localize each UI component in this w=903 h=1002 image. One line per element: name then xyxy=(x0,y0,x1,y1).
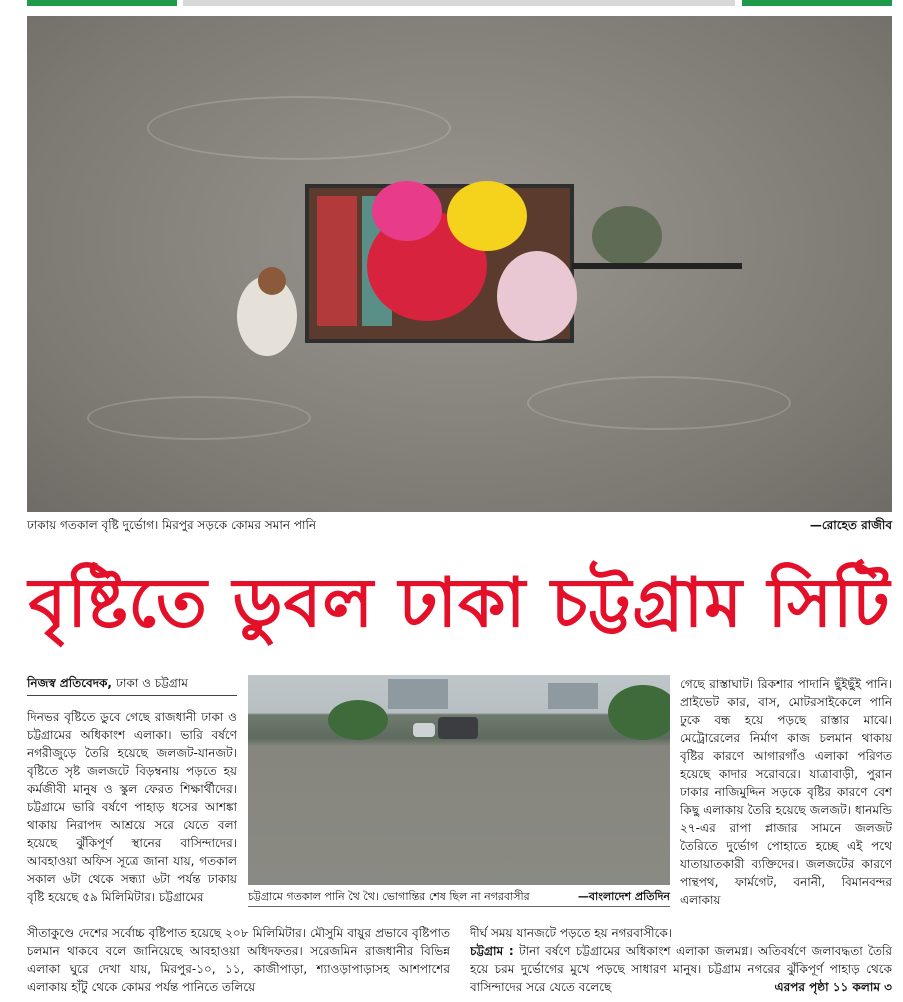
ctg-photo-caption-text: চট্টগ্রামে গতকাল পানি থৈ থৈ। ভোগান্তির শেষ ছিল না নগরবাসীর xyxy=(248,889,530,903)
top-bar xyxy=(0,0,903,8)
building xyxy=(548,683,598,709)
headline: বৃষ্টিতে ডুবল ঢাকা চট্টগ্রাম সিটি xyxy=(28,564,891,643)
ctg-flood-photo xyxy=(248,675,670,885)
water-ripple xyxy=(527,376,791,430)
tree xyxy=(608,685,670,740)
water-ripple xyxy=(147,96,451,160)
car xyxy=(438,717,478,739)
chittagong-label: চট্টগ্রাম : xyxy=(470,944,514,958)
article-left-column: দিনভর বৃষ্টিতে ডুবে গেছে রাজধানী ঢাকা ও চট্টগ্রামের অধিকাংশ এলাকা। ভারি বর্ষণে নগরীজুড়ে তৈরি হয়েছে জলজট-যানজট। বৃষ্টিতে সৃষ্ট জলজটে বিড়ম্বনায় পড়তে হয় কর্মজীবী মানুষ ও স্কুল ফেরত শিক্ষার্থীদের। চট্টগ্রামে ভারি বর্ষণে পাহাড় ধসের আশঙ্কা থাকায় নিরাপদ আশ্রয়ে সরে যেতে বলা হয়েছে ঝুঁকিপূর্ণ স্থানের বাসিন্দাদের। আবহাওয়া অফিস সূত্রে জানা যায়, গতকাল সকাল ৬টা থেকে সন্ধ্যা ৬টা পর্যন্ত ঢাকায় বৃষ্টি হয়েছে ৫৯ মিলিমিটার। চট্টগ্রামের xyxy=(27,710,237,904)
chittagong-text: টানা বর্ষণে চট্টগ্রামের অধিকাংশ এলাকা জলমগ্ন। অতিবর্ষণে জলাবদ্ধতা তৈরি হয়ে চরম দুর্ভোগের মুখে পড়ছে সাধারণ মানুষ। চট্টগ্রাম নগরের ঝুঁকিপূর্ণ পাহাড় থেকে বাসিন্দাদের সরে যেতে বলেছে xyxy=(470,944,892,994)
byline xyxy=(27,675,237,696)
article-bottom-left: সীতাকুণ্ডে দেশের সর্বোচ্চ বৃষ্টিপাত হয়েছে ২০৮ মিলিমিটার। মৌসুমি বায়ুর প্রভাবে বৃষ্টিপাত চলমান থাকবে বলে জানিয়েছে আবহাওয়া অধিদফতর। সরেজমিন রাজধানীর বিভিন্ন এলাকা ঘুরে দেখা যায়, মিরপুর-১০, ১১, কাজীপাড়া, শ্যাওড়াপাড়াসহ আশপাশের এলাকায় হাঁটু থেকে কোমর পর্যন্ত পানিতে তলিয়ে xyxy=(27,926,450,994)
car xyxy=(413,723,435,737)
article-bottom-right xyxy=(470,924,892,998)
water-ripple xyxy=(87,396,311,440)
van-plank xyxy=(317,196,357,326)
main-photo-caption xyxy=(27,518,892,536)
man-head xyxy=(258,267,286,295)
flood-photo-main xyxy=(27,16,892,512)
bottom-right-lead: দীর্ঘ সময় যানজটে পড়তে হয় নগরবাসীকে। xyxy=(470,926,673,940)
passenger-light xyxy=(497,251,577,341)
ctg-photo-credit: —বাংলাদেশ প্রতিদিন xyxy=(577,889,670,903)
building xyxy=(388,679,448,709)
passenger-pink xyxy=(372,181,442,241)
top-bar-right-segment xyxy=(742,0,892,6)
continued-link[interactable]: এরপর পৃষ্ঠা ১১ কলাম ৩ xyxy=(774,980,892,994)
ctg-photo-caption xyxy=(248,888,670,907)
top-bar-left-segment xyxy=(27,0,177,6)
main-photo-caption-text: ঢাকায় গতকাল বৃষ্টি দুর্ভোগ। মিরপুর সড়কে কোমর সমান পানি xyxy=(27,518,317,532)
top-bar-middle-segment xyxy=(183,0,735,6)
main-photo-credit: —রোহেত রাজীব xyxy=(809,518,892,532)
article-right-column: গেছে রাস্তাঘাট। রিকশার পাদানি ছুঁইছুঁই পানি। প্রাইভেট কার, বাস, মোটরসাইকেলে পানি ঢুকে বন্ধ হয়ে পড়ছে রাস্তার মাঝে। মেট্রোরেলের নির্মাণ কাজ চলমান থাকায় বৃষ্টির কারণে আগারগাঁও এলাকা পরিণত হয়েছে কাদার সরোবরে। যাত্রাবাড়ী, পুরান ঢাকার নাজিমুদ্দিন সড়কে বৃষ্টির কারণে বেশ কিছু এলাকায় তৈরি হয়েছে জলজট। ধানমন্ডি ২৭-এর রাপা প্লাজার সামনে জলজট তৈরিতে দুর্ভোগ পোহাতে হচ্ছে এই পথে যাতায়াতকারী ব্যক্তিদের। জলজটের কারণে পান্থপথ, ফার্মগেট, বনানী, বিমানবন্দর এলাকায় xyxy=(680,677,892,907)
rider-cycling xyxy=(592,206,662,266)
byline-reporter: নিজস্ব প্রতিবেদক, xyxy=(27,676,112,690)
tree xyxy=(328,700,388,740)
passenger-yellow xyxy=(447,181,527,251)
byline-location: ঢাকা ও চট্টগ্রাম xyxy=(116,676,188,690)
